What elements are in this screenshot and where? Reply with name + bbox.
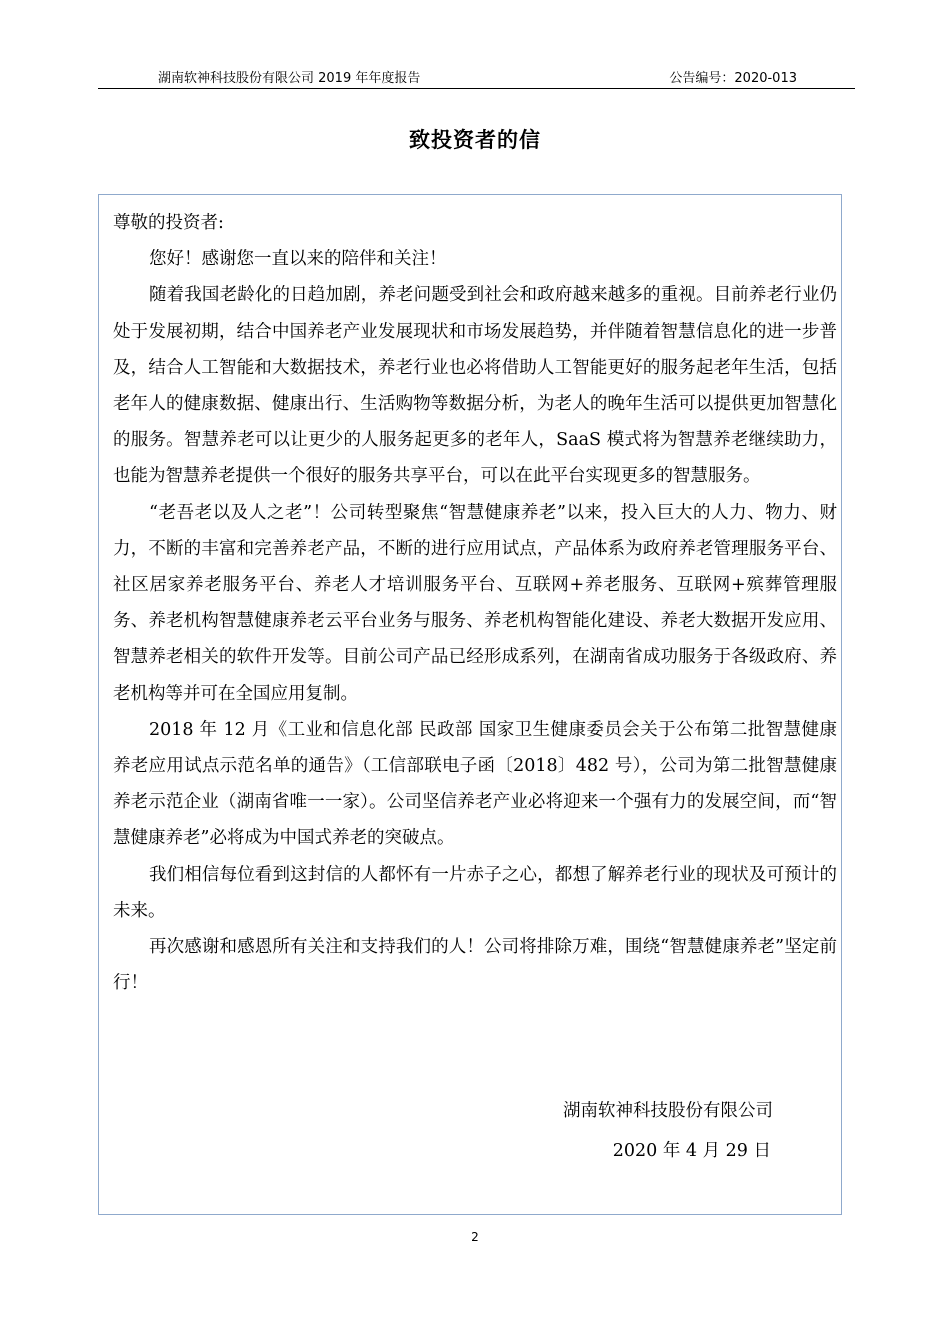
letter-signature [563, 1091, 773, 1171]
letter-box [98, 194, 842, 1215]
page-number: 2 [471, 1230, 479, 1244]
letter-salutation: 尊敬的投资者: [113, 213, 224, 233]
page-header [98, 64, 855, 89]
page-title: 致投资者的信 [409, 128, 541, 152]
header-report-title: 湖南软神科技股份有限公司 2019 年年度报告 [158, 71, 421, 86]
letter-paragraph: 我们相信每位看到这封信的人都怀有一片赤子之心，都想了解养老行业的现状及可预计的未来。 [113, 864, 837, 921]
signature-company: 湖南软神科技股份有限公司 [563, 1101, 773, 1121]
header-announcement-number: 公告编号：2020-013 [669, 71, 797, 86]
letter-body [113, 205, 837, 1001]
letter-paragraph: 再次感谢和感恩所有关注和支持我们的人！公司将排除万难，围绕“智慧健康养老”坚定前行！ [113, 937, 837, 994]
signature-date: 2020 年 4 月 29 日 [612, 1141, 771, 1161]
letter-paragraph: “老吾老以及人之老”！公司转型聚焦“智慧健康养老”以来，投入巨大的人力、物力、财力，不断的丰富和完善养老产品，不断的进行应用试点，产品体系为政府养老管理服务平台、社区居家养老服务平台、养老人才培训服务平台、互联网+养老服务、互联网+殡葬管理服务、养老机构智慧健康养老云平台业务与服务、养老机构智能化建设、养老大数据开发应用、智慧养老相关的软件开发等。目前公司产品已经形成系列，在湖南省成功服务于各级政府、养老机构等并可在全国应用复制。 [113, 502, 837, 704]
letter-paragraph: 随着我国老龄化的日趋加剧，养老问题受到社会和政府越来越多的重视。目前养老行业仍处于发展初期，结合中国养老产业发展现状和市场发展趋势，并伴随着智慧信息化的进一步普及，结合人工智能和大数据技术，养老行业也必将借助人工智能更好的服务起老年生活，包括老年人的健康数据、健康出行、生活购物等数据分析，为老人的晚年生活可以提供更加智慧化的服务。智慧养老可以让更少的人服务起更多的老年人，SaaS 模式将为智慧养老继续助力，也能为智慧养老提供一个很好的服务共享平台，可以在此平台实现更多的智慧服务。 [113, 285, 837, 487]
letter-paragraph: 您好！感谢您一直以来的陪伴和关注！ [149, 249, 447, 270]
letter-paragraph: 2018 年 12 月《工业和信息化部 民政部 国家卫生健康委员会关于公布第二批智慧健康养老应用试点示范名单的通告》（工信部联电子函〔2018〕482 号），公司为第二批智慧健康养老示范企业（湖南省唯一一家）。公司坚信养老产业必将迎来一个强有力的发展空间，而“智慧健康养老”必将成为中国式养老的突破点。 [113, 719, 837, 849]
